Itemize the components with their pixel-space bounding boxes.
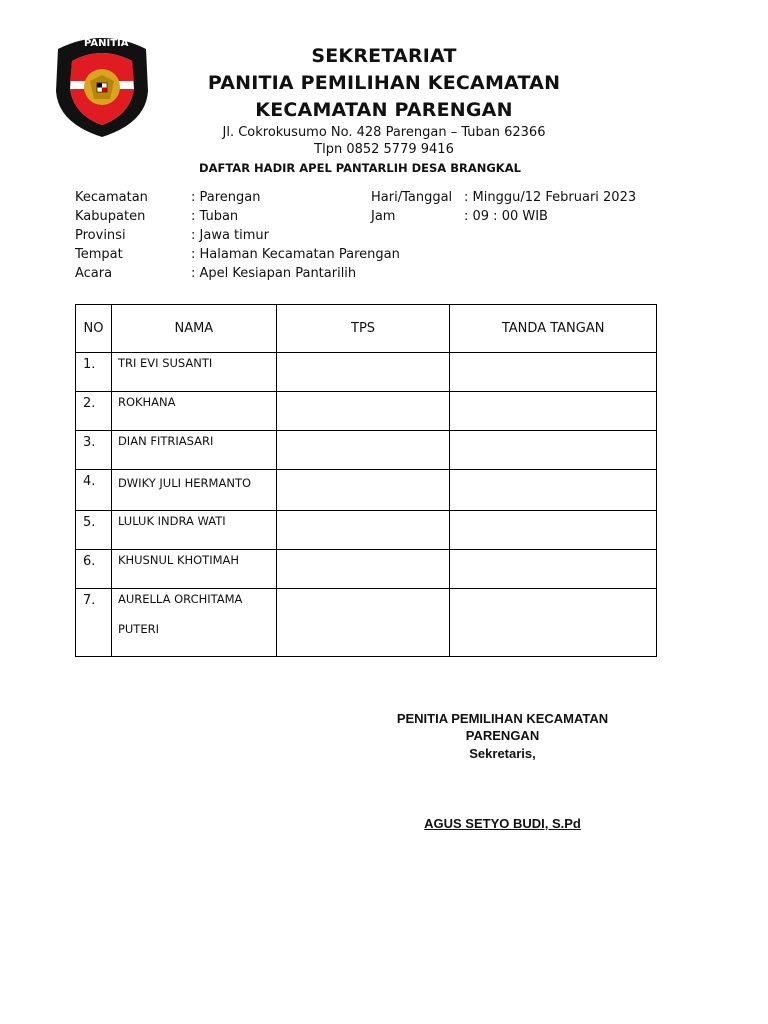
row-tps-cell [276,431,450,470]
document-title: DAFTAR HADIR APEL PANTARLIH DESA BRANGKAL [199,161,521,175]
header-tps: TPS [276,305,450,353]
header-address: Jl. Cokrokusumo No. 428 Parengan – Tuban 62366 [222,125,546,140]
signature-role: Sekretaris, [469,746,536,761]
table-row [76,511,657,550]
row-tps-cell [276,470,450,511]
header-line2: PANITIA PEMILIHAN KECAMATAN [207,72,561,94]
row-number: 7. [76,589,112,657]
info-value-acara: : Apel Kesiapan Pantarilih [191,266,357,281]
signature-name-wrap [380,816,625,831]
row-name-line1: AURELLA ORCHITAMA [117,592,243,606]
info-value-tempat: : Halaman Kecamatan Parengan [191,247,400,262]
row-signature-cell [450,470,657,511]
row-number: 2. [76,392,112,431]
info-label-provinsi: Provinsi [75,228,126,243]
header-nama: NAMA [111,305,276,353]
row-signature-cell [450,550,657,589]
info-value-kabupaten: : Tuban [191,209,239,224]
row-tps-cell [276,392,450,431]
row-signature-cell [450,431,657,470]
header-no: NO [76,305,112,353]
table-row [76,431,657,470]
attendance-table [75,304,657,657]
row-tps-cell [276,511,450,550]
row-number: 5. [76,511,112,550]
header-line1: SEKRETARIAT [311,45,457,67]
row-name: DWIKY JULI HERMANTO [111,470,276,511]
table-header-row [76,305,657,353]
row-number: 3. [76,431,112,470]
logo-text-top: PANITIA [84,38,129,49]
row-name: LULUK INDRA WATI [111,511,276,550]
table-row [76,589,657,657]
row-signature-cell [450,392,657,431]
table-row [76,470,657,511]
row-name [111,589,276,657]
signature-org-line1: PENITIA PEMILIHAN KECAMATAN [396,711,609,726]
info-value-time: : 09 : 00 WIB [464,209,548,224]
row-number: 1. [76,353,112,392]
row-name: KHUSNUL KHOTIMAH [111,550,276,589]
info-value-provinsi: : Jawa timur [191,228,269,243]
info-label-time: Jam [371,209,396,224]
signature-org-line2: PARENGAN [465,728,540,743]
info-value-date: : Minggu/12 Februari 2023 [464,190,637,205]
row-signature-cell [450,511,657,550]
table-row [76,392,657,431]
row-number: 4. [76,470,112,511]
table-row [76,353,657,392]
info-label-kabupaten: Kabupaten [75,209,146,224]
info-label-tempat: Tempat [75,247,123,262]
row-name: TRI EVI SUSANTI [111,353,276,392]
row-name: DIAN FITRIASARI [111,431,276,470]
info-label-acara: Acara [75,266,113,281]
info-value-kecamatan: : Parengan [191,190,261,205]
row-tps-cell [276,550,450,589]
info-label-date: Hari/Tanggal [371,190,453,205]
row-name-line2: PUTERI [117,622,159,636]
row-number: 6. [76,550,112,589]
row-signature-cell [450,589,657,657]
row-tps-cell [276,353,450,392]
row-tps-cell [276,589,450,657]
header-line3: KECAMATAN PARENGAN [255,99,513,121]
table-row [76,550,657,589]
row-name: ROKHANA [111,392,276,431]
info-label-kecamatan: Kecamatan [75,190,148,205]
header-tanda-tangan: TANDA TANGAN [450,305,657,353]
row-signature-cell [450,353,657,392]
signature-name: AGUS SETYO BUDI, S.Pd [424,816,581,831]
header-phone: Tlpn 0852 5779 9416 [314,142,454,157]
kpu-logo [52,31,152,139]
